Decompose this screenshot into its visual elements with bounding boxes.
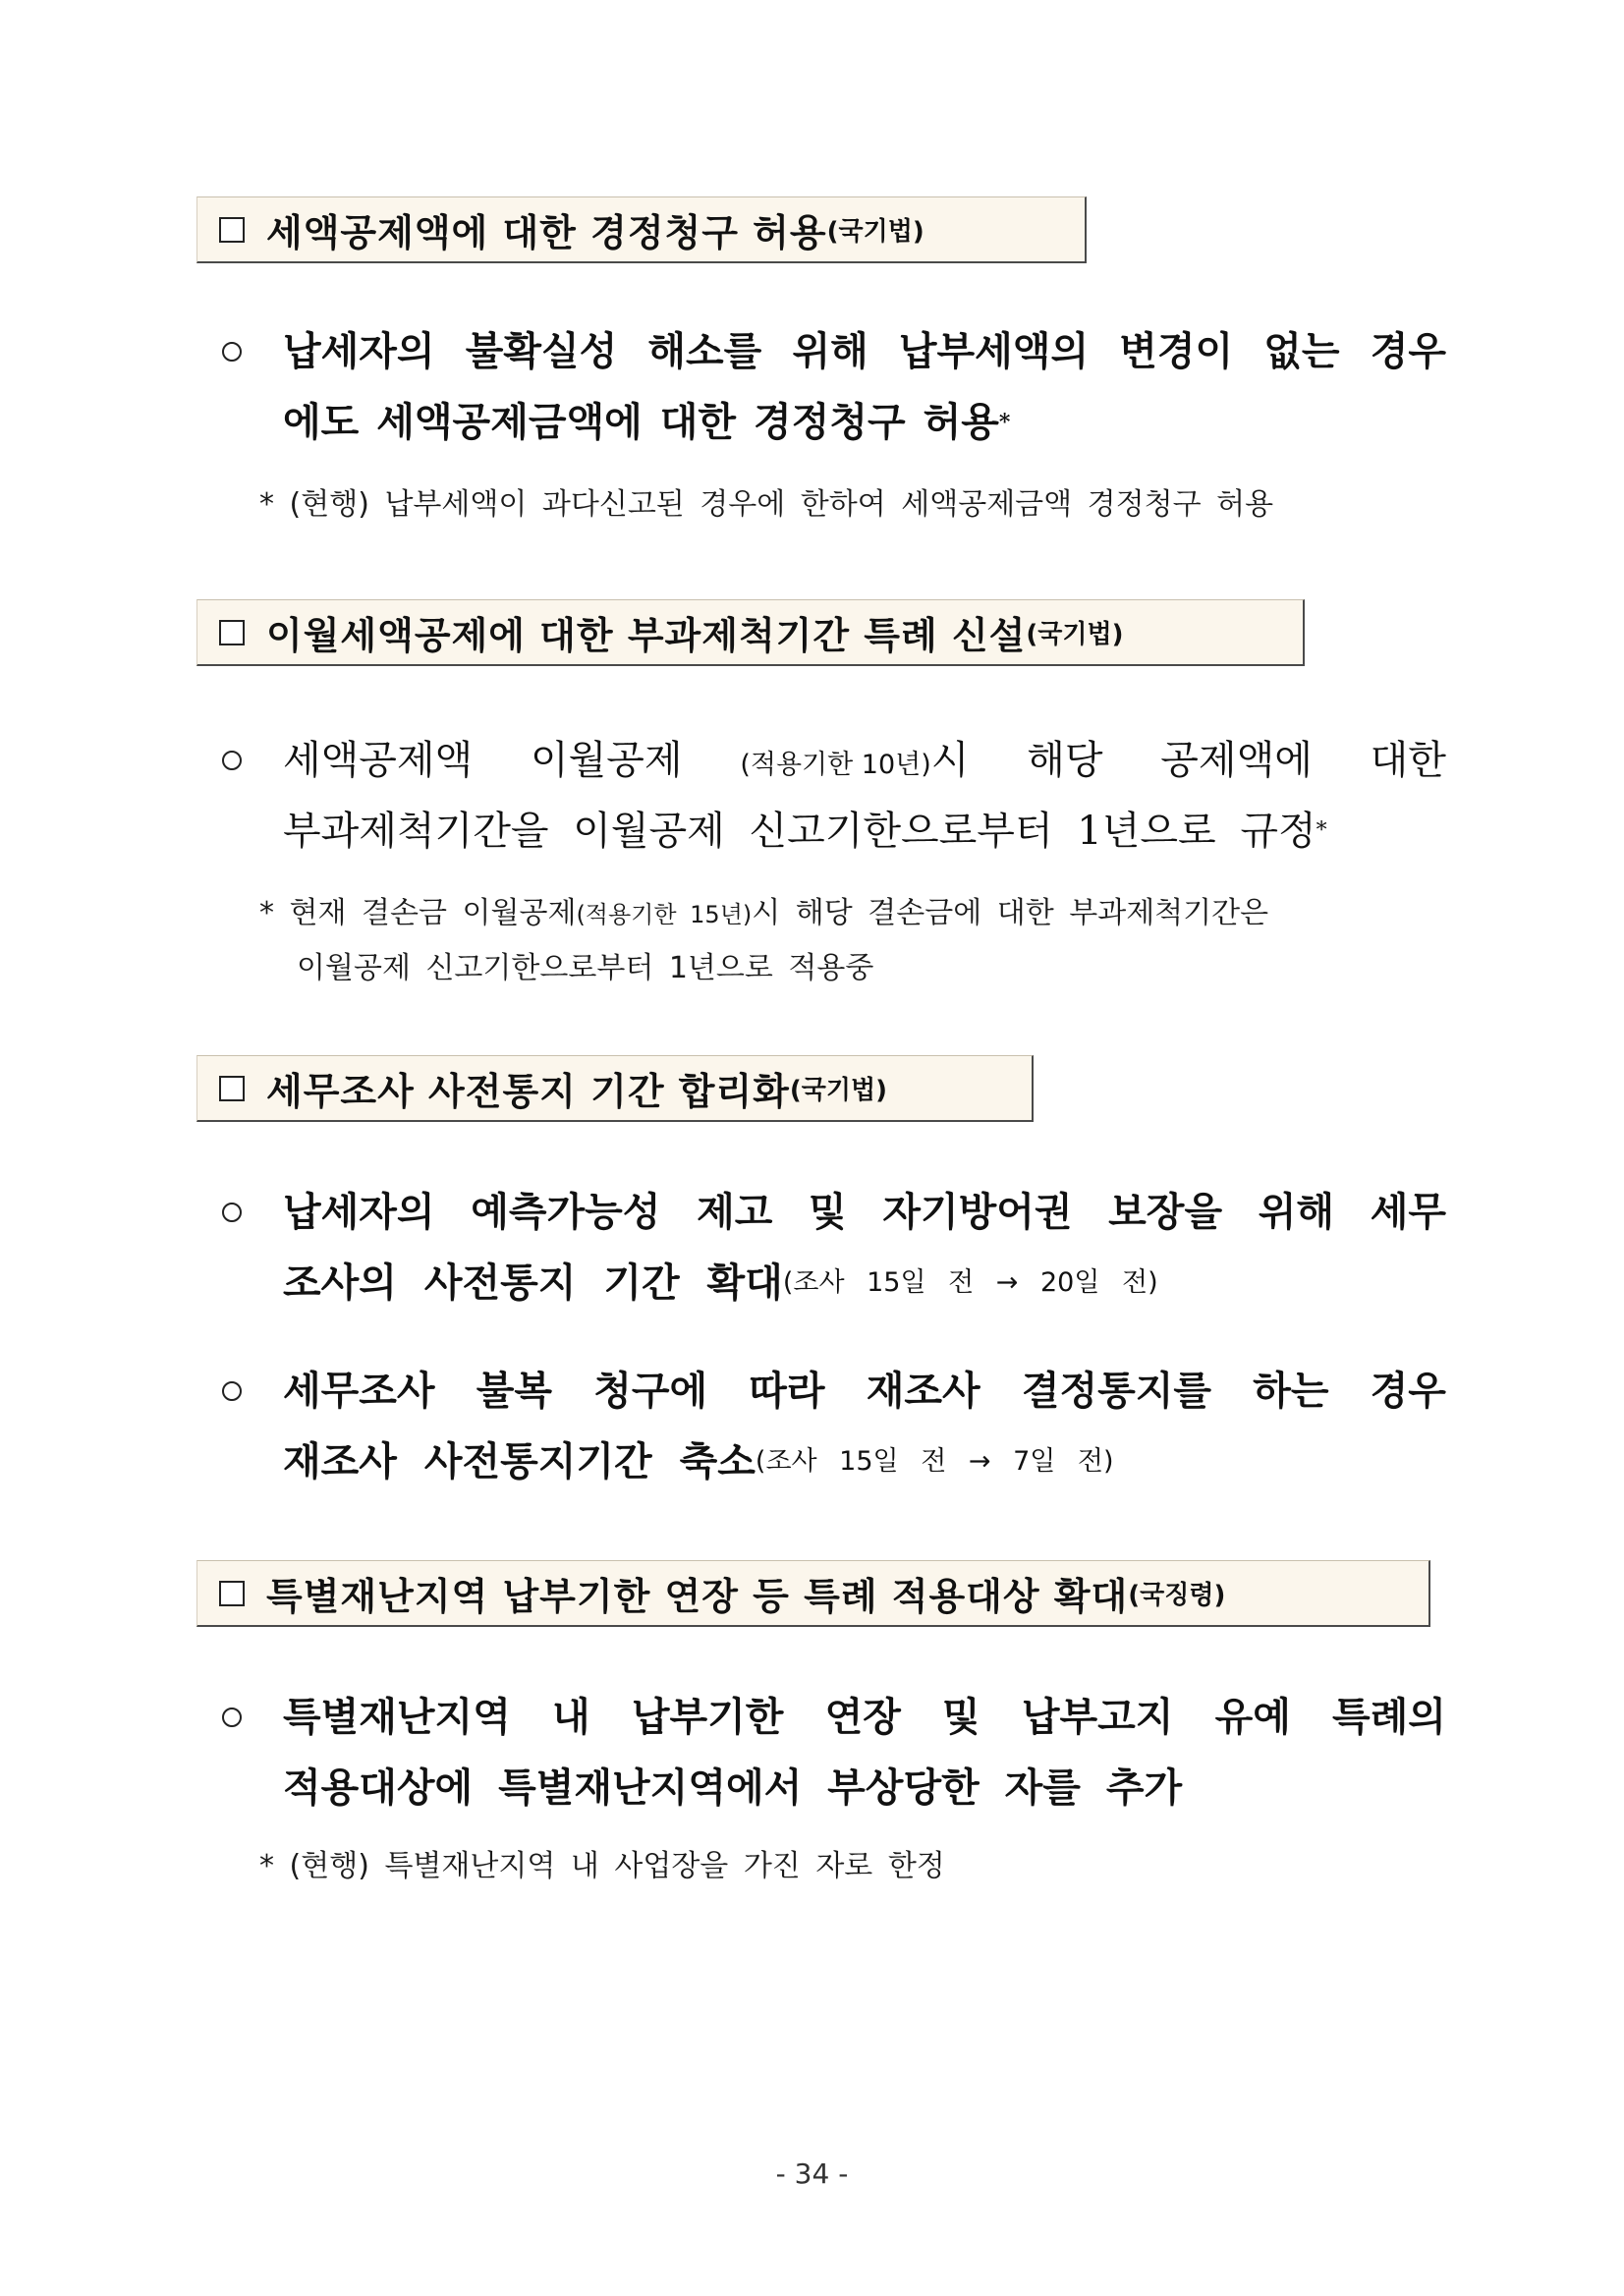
bullet-line-2: 조사의 사전통지 기간 확대 (조사 15일 전 → 20일 전) xyxy=(283,1260,1158,1306)
section-law-tag: (국징령) xyxy=(1128,1581,1226,1610)
section-title: 세무조사 사전통지 기간 합리화 xyxy=(266,1070,790,1113)
checkbox-square-icon xyxy=(219,620,245,645)
bullet-line-1: 납세자의 불확실성 해소를 위해 납부세액의 변경이 없는 경우 xyxy=(283,328,1446,374)
checkbox-square-icon xyxy=(219,1581,245,1606)
footnote-line-2: 이월공제 신고기한으로부터 1년으로 적용중 xyxy=(297,951,874,985)
bullet-line-1: 납세자의 예측가능성 제고 및 자기방어권 보장을 위해 세무 xyxy=(283,1189,1446,1235)
footnote: * (현행) 특별재난지역 내 사업장을 가진 자로 한정 xyxy=(259,1849,945,1883)
circle-bullet-icon xyxy=(222,751,242,770)
footnote: * (현행) 납부세액이 과다신고된 경우에 한하여 세액공제금액 경정청구 허용 xyxy=(259,487,1274,522)
section-header-3 xyxy=(196,1055,1034,1122)
bullet-line-2: 에도 세액공제금액에 대한 경정청구 허용 * xyxy=(283,399,1011,445)
bullet-line-2: 적용대상에 특별재난지역에서 부상당한 자를 추가 xyxy=(283,1764,1183,1811)
checkbox-square-icon xyxy=(219,217,245,243)
section-title: 세액공제액에 대한 경정청구 허용 xyxy=(266,211,827,254)
section-header-1 xyxy=(196,196,1087,263)
section-law-tag: (국기법) xyxy=(1026,620,1124,649)
section-header-2 xyxy=(196,599,1305,666)
section-header-4 xyxy=(196,1560,1430,1627)
bullet-line-2: 재조사 사전통지기간 축소 (조사 15일 전 → 7일 전) xyxy=(283,1438,1114,1484)
bullet-line-1: 세무조사 불복 청구에 따라 재조사 결정통지를 하는 경우 xyxy=(283,1368,1446,1414)
section-law-tag: (국기법) xyxy=(789,1076,888,1105)
circle-bullet-icon xyxy=(222,342,242,362)
bullet-line-1: 특별재난지역 내 납부기한 연장 및 납부고지 유예 특례의 xyxy=(283,1694,1446,1740)
bullet-line-2: 부과제척기간을 이월공제 신고기한으로부터 1년으로 규정 * xyxy=(283,809,1327,854)
section-title: 이월세액공제에 대한 부과제척기간 특례 신설 xyxy=(266,614,1027,657)
circle-bullet-icon xyxy=(222,1381,242,1401)
page-number: - 34 - xyxy=(775,2157,849,2190)
checkbox-square-icon xyxy=(219,1076,245,1101)
bullet-line-1: 세액공제액 이월공제 (적용기한 10년)시 해당 공제액에 대한 xyxy=(283,738,1446,783)
footnote-line-1: * 현재 결손금 이월공제(적용기한 15년)시 해당 결손금에 대한 부과제척기간은 xyxy=(259,896,1269,930)
section-law-tag: (국기법) xyxy=(826,217,924,247)
circle-bullet-icon xyxy=(222,1708,242,1727)
section-title: 특별재난지역 납부기한 연장 등 특례 적용대상 확대 xyxy=(266,1575,1129,1618)
circle-bullet-icon xyxy=(222,1203,242,1222)
